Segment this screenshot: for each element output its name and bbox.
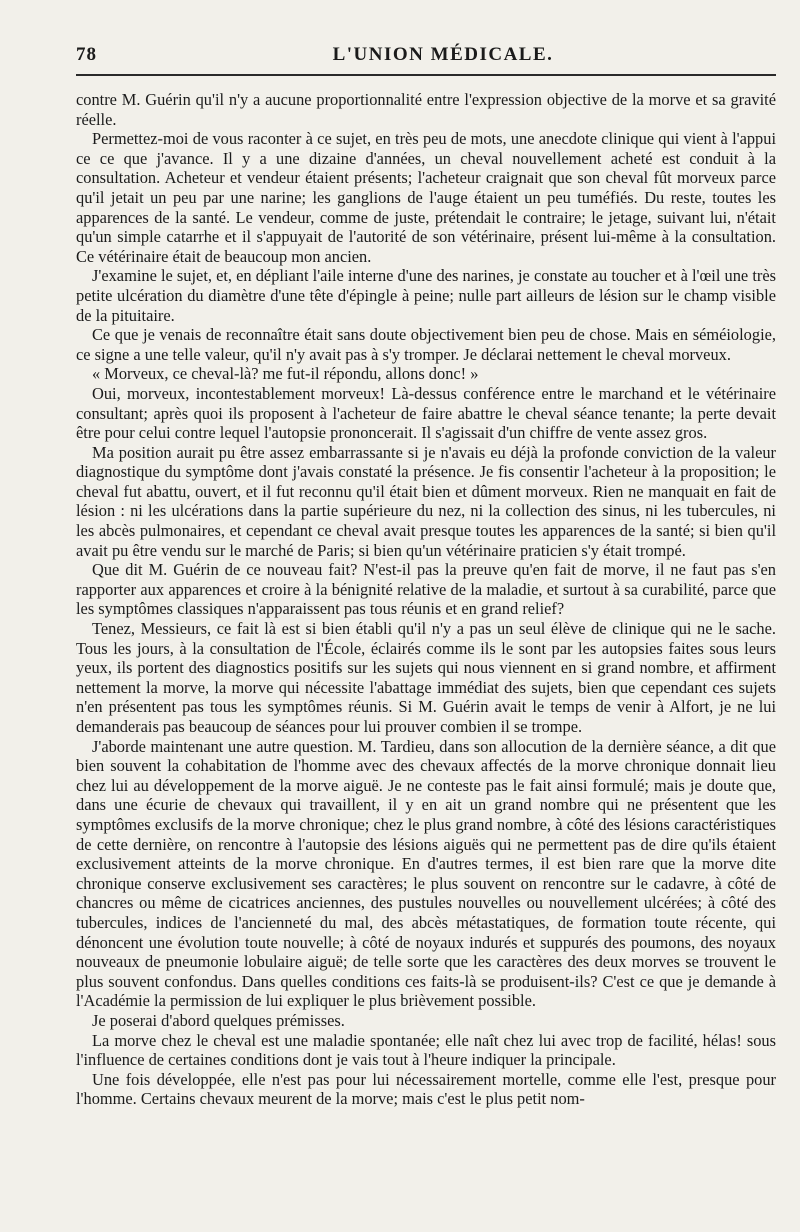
paragraph: Oui, morveux, incontestablement morveux! Là-dessus conférence entre le marchand et le vétérinaire consultant; après quoi ils proposent à l'acheteur de faire abattre le cheval séance tenante; la perte devait être pour celui contre lequel l'autopsie prononcerait. Il s'agissait d'un chiffre de vente assez gros. bbox=[76, 383, 776, 443]
running-title: L'UNION MÉDICALE. bbox=[332, 44, 554, 65]
paragraph: « Morveux, ce cheval-là? me fut-il répondu, allons donc! » bbox=[92, 364, 479, 384]
paragraph: contre M. Guérin qu'il n'y a aucune proportionnalité entre l'expression objective de la morve et sa gravité réelle. bbox=[76, 90, 776, 129]
paragraph: Tenez, Messieurs, ce fait là est si bien établi qu'il n'y a pas un seul élève de clinique qui ne le sache. Tous les jours, à la consultation de l'École, éclairés comme ils le sont par les autopsies faites sous leurs yeux, ils portent des diagnostics positifs sur les sujets qui nous viennent en si grand nombre, et affirment nettement la morve, la morve qui nécessite l'abattage immédiat des sujets, bien que cependant ces sujets n'en présentent pas tous les symptômes réunis. Si M. Guérin avait le temps de venir à Alfort, je ne lui demanderais pas beaucoup de séances pour lui prouver combien il se trompe. bbox=[76, 619, 776, 736]
paragraph: Je poserai d'abord quelques prémisses. bbox=[92, 1010, 345, 1030]
paragraph: Ma position aurait pu être assez embarrassante si je n'avais eu déjà la profonde conviction de la valeur diagnostique du symptôme dont j'avais constaté la présence. Je fis consentir l'acheteur à la proposition; le cheval fut abattu, ouvert, et il fut reconnu qu'il était bien et dûment morveux. Rien ne manquait en fait de lésion : ni les ulcérations dans la partie supérieure du nez, ni la collection des sinus, ni les tubercules, ni les abcès pulmonaires, et cependant ce cheval avait presque toutes les apparences de la santé; si bien qu'il avait pu être vendu sur le marché de Paris; si bien qu'un vétérinaire praticien s'y était trompé. bbox=[76, 442, 776, 560]
paragraph: J'aborde maintenant une autre question. M. Tardieu, dans son allocution de la dernière séance, a dit que bien souvent la cohabitation de l'homme avec des chevaux affectés de la morve chronique donnait lieu chez lui au développement de la morve aiguë. Je ne conteste pas le fait ainsi formulé; mais je doute que, dans une écurie de chevaux qui travaillent, il y en ait un grand nombre qui ne présentent que les symptômes exclusifs de la morve chronique; chez le plus grand nombre, à côté des lésions caractéristiques de cette dernière, on rencontre à l'autopsie des lésions aiguës qui ne permettent pas de dire qu'ils étaient exclusivement atteints de la morve chronique. En d'autres termes, il est bien rare que la morve dite chronique conserve exclusivement ses caractères; le plus souvent on rencontre sur le cadavre, à côté de chancres ou même de cicatrices anciennes, des pustules nouvelles ou nouvellement ulcérées; à côté des tubercules, indices de l'ancienneté du mal, des abcès métastatiques, de formation toute récente, qui dénoncent une évolution toute nouvelle; à côté de noyaux indurés et suppurés des poumons, des noyaux nouveaux de pneumonie lobulaire aiguë; de telle sorte que les caractères des deux morves se trouvent le plus souvent confondus. Dans quelles conditions ces faits-là se produisent-ils? C'est ce que je demande à l'Académie la permission de lui expliquer le plus brièvement possible. bbox=[76, 736, 776, 1011]
header-rule bbox=[76, 74, 776, 76]
paragraph: Ce que je venais de reconnaître était sans doute objectivement bien peu de chose. Mais en séméiologie, ce signe a une telle valeur, qu'il n'y avait pas à s'y tromper. Je déclarai nettement le cheval morveux. bbox=[76, 325, 776, 364]
paragraph: Une fois développée, elle n'est pas pour lui nécessairement mortelle, comme elle l'est, presque pour l'homme. Certains chevaux meurent de la morve; mais c'est le plus petit nom- bbox=[76, 1069, 776, 1109]
page-number: 78 bbox=[76, 44, 97, 65]
paragraph: La morve chez le cheval est une maladie spontanée; elle naît chez lui avec trop de facilité, hélas! sous l'influence de certaines conditions dont je vais tout à l'heure indiquer la principale. bbox=[76, 1030, 776, 1070]
body-text bbox=[76, 90, 776, 1109]
paragraph: Que dit M. Guérin de ce nouveau fait? N'est-il pas la preuve qu'en fait de morve, il ne faut pas s'en rapporter aux apparences et croire à la bénignité relative de la maladie, et surtout à sa curabilité, parce que les symptômes classiques n'apparaissent pas tous réunis et en grand relief? bbox=[76, 560, 776, 619]
paragraph: J'examine le sujet, et, en dépliant l'aile interne d'une des narines, je constate au toucher et à l'œil une très petite ulcération du diamètre d'une tête d'épingle à peine; nulle part ailleurs de lésion sur le champ visible de la pituitaire. bbox=[76, 266, 776, 325]
paragraph: Permettez-moi de vous raconter à ce sujet, en très peu de mots, une anecdote clinique qui vient à l'appui ce ce que j'avance. Il y a une dizaine d'années, un cheval nouvellement acheté est conduit à la consultation. Acheteur et vendeur étaient présents; l'acheteur craignait que son cheval fût morveux parce qu'il jetait un peu par une narine; les ganglions de l'auge étaient un peu tuméfiés. Du reste, toutes les apparences de la santé. Le vendeur, comme de juste, prétendait le contraire; le jetage, suivant lui, n'était qu'un simple catarrhe et il s'appuyait de l'autorité de son vétérinaire, présent lui-même à la consultation. Ce vétérinaire était de beaucoup mon ancien. bbox=[76, 129, 776, 266]
page-header bbox=[76, 38, 770, 68]
